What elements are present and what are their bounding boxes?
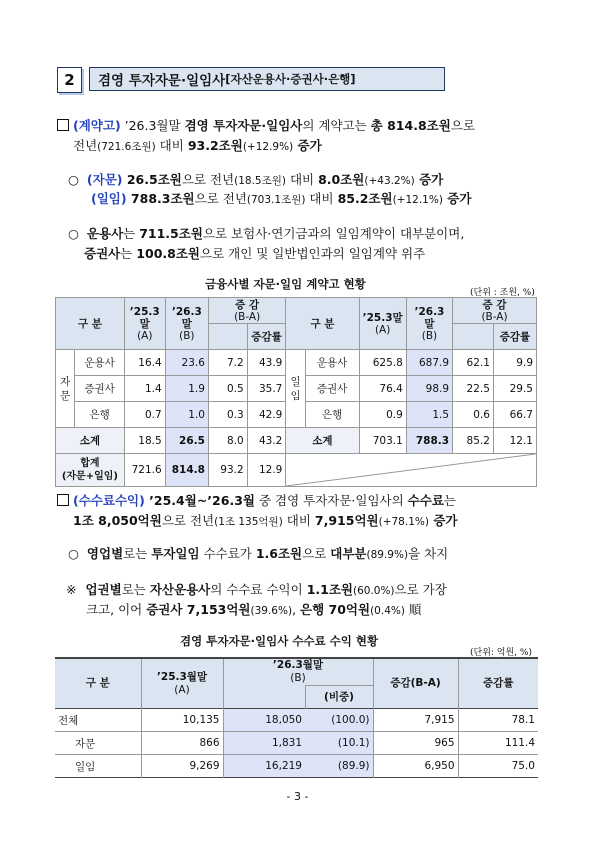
fee-summary-line2: 1조 8,050억원으로 전년(1조 135억원) 대비 7,915억원(+78.1%) 증가	[73, 513, 458, 528]
t1-cell: 76.4	[359, 376, 406, 402]
asset-manager-line: ○ 운용사는 711.5조원으로 보험사·연기금과의 일임계약이 대부분이며,	[68, 226, 465, 241]
t1-header-y25-right: ’25.3말 (A)	[359, 298, 406, 350]
table-row	[55, 709, 538, 732]
t1-cell: 12.9	[247, 454, 286, 487]
t1-cell: 증권사	[305, 376, 359, 402]
t1-header-y26: ’26.3말 (B)	[165, 298, 208, 350]
t2-header-change: 증감(B-A)	[373, 658, 458, 709]
t2-cell: 10,135	[141, 709, 223, 732]
t2-header-y26: ’26.3월말 (B)	[223, 658, 373, 686]
t2-header-rate: 증감률	[458, 658, 538, 709]
t1-cell: 687.9	[406, 350, 452, 376]
table1-caption: 금융사별 자문·일임 계약고 현황	[205, 277, 366, 291]
t2-cell: 1,831	[223, 732, 305, 755]
t1-cell: 66.7	[493, 402, 536, 428]
t1-cell: 18.5	[124, 428, 165, 454]
t1-cell: 0.6	[453, 402, 494, 428]
t1-cell: 23.6	[165, 350, 208, 376]
table-row	[55, 732, 538, 755]
t1-cell: 703.1	[359, 428, 406, 454]
t2-cell: (89.9)	[305, 755, 373, 778]
page-number: - 3 -	[286, 790, 309, 803]
fee-summary-line1: (수수료수익) ’25.4월~’26.3월 중 겸영 투자자문·일임사의 수수료는	[57, 492, 456, 510]
advisory-line: ○ (자문) 26.5조원으로 전년(18.5조원) 대비 8.0조원(+43.2%) 증가	[68, 172, 444, 187]
t2-header-share: (비중)	[305, 686, 373, 709]
securities-line: 증권사는 100.8조원으로 개인 및 일반법인과의 일임계약 위주	[84, 246, 426, 261]
t1-cell: 43.2	[247, 428, 286, 454]
t1-cell: 0.9	[359, 402, 406, 428]
table2-caption: 겸영 투자자문·일임사 수수료 수익 현황	[180, 634, 379, 648]
square-bullet-icon	[57, 119, 69, 131]
fee-table	[55, 657, 538, 778]
t1-header-rate: 증감률	[247, 324, 286, 350]
t1-cell: 1.0	[165, 402, 208, 428]
t1-cell: 소계	[56, 428, 125, 454]
t1-cell: 7.2	[208, 350, 247, 376]
t1-cell: 85.2	[453, 428, 494, 454]
section-number: 2	[57, 67, 82, 93]
section-title: 겸영 투자자문·일임사 [자산운용사·증권사·은행]	[89, 67, 445, 91]
t2-header-y25: ’25.3월말 (A)	[141, 658, 223, 709]
t2-cell: 9,269	[141, 755, 223, 778]
fee-sector-line1: ※ 업권별로는 자산운용사의 수수료 수익이 1.1조원(60.0%)으로 가장	[66, 582, 447, 597]
t1-cell: 43.9	[247, 350, 286, 376]
t2-cell: 78.1	[511, 714, 535, 726]
table-row-subtotal	[56, 428, 537, 454]
table-row	[56, 350, 537, 376]
t2-header-category: 구 분	[55, 658, 141, 709]
t2-cell: 866	[141, 732, 223, 755]
t1-cell: 1.4	[124, 376, 165, 402]
t2-cell: 전체	[55, 709, 141, 732]
t1-cell: 62.1	[453, 350, 494, 376]
t1-cell: 증권사	[75, 376, 124, 402]
t1-cell: 1.5	[406, 402, 452, 428]
t1-cell: 0.7	[124, 402, 165, 428]
t1-cell: 29.5	[493, 376, 536, 402]
t2-cell: 111.4	[504, 737, 535, 749]
t1-header-y25: ’25.3말 (A)	[124, 298, 165, 350]
t2-cell: (10.1)	[305, 732, 373, 755]
t1-cell: 26.5	[165, 428, 208, 454]
t1-header-category: 구 분	[56, 298, 125, 350]
t1-header-change: 증 감 (B-A)	[208, 298, 285, 324]
t2-cell: 18,050	[223, 709, 305, 732]
t1-cell: 은행	[75, 402, 124, 428]
t1-cell: 721.6	[124, 454, 165, 487]
t1-advisory-label: 자 문	[56, 350, 75, 428]
t1-header-change-right: 증 감 (B-A)	[453, 298, 537, 324]
t2-cell: 965	[373, 732, 458, 755]
discretionary-line: (일임) 788.3조원으로 전년(703.1조원) 대비 85.2조원(+12.1%) 증가	[91, 191, 472, 206]
t2-cell: 75.0	[511, 760, 535, 772]
t1-cell: 9.9	[493, 350, 536, 376]
t1-cell: 42.9	[247, 402, 286, 428]
contract-summary-line1: (계약고) ’26.3월말 겸영 투자자문·일임사의 계약고는 총 814.8조원으로	[57, 117, 475, 135]
table1-unit: (단위 : 조원, %)	[470, 288, 535, 298]
t1-header-category-right: 구 분	[286, 298, 359, 350]
t1-cell: 1.9	[165, 376, 208, 402]
t1-empty-diagonal	[286, 454, 537, 487]
t1-cell: 운용사	[305, 350, 359, 376]
t1-cell: 8.0	[208, 428, 247, 454]
t2-cell: 일임	[55, 755, 141, 778]
t1-cell: 은행	[305, 402, 359, 428]
t1-cell: 93.2	[208, 454, 247, 487]
t1-cell: 814.8	[165, 454, 208, 487]
t2-cell: 6,950	[373, 755, 458, 778]
t1-header-rate-right: 증감률	[493, 324, 536, 350]
t1-cell: 35.7	[247, 376, 286, 402]
contract-summary-line2: 전년(721.6조원) 대비 93.2조원(+12.9%) 증가	[73, 138, 322, 153]
fee-sector-line2: 크고, 이어 증권사 7,153억원(39.6%), 은행 70억원(0.4%) 順	[86, 602, 422, 617]
contract-table	[55, 297, 537, 487]
t1-cell: 22.5	[453, 376, 494, 402]
t2-cell: 16,219	[223, 755, 305, 778]
t2-cell: 자문	[55, 732, 141, 755]
t2-cell: 7,915	[373, 709, 458, 732]
t1-cell: 98.9	[406, 376, 452, 402]
t1-discretionary-label: 일 임	[286, 350, 305, 428]
table-row	[55, 755, 538, 778]
t1-cell: 0.5	[208, 376, 247, 402]
t1-cell: 12.1	[493, 428, 536, 454]
fee-business-line: ○ 영업별로는 투자일임 수수료가 1.6조원으로 대부분(89.9%)을 차지	[68, 546, 449, 561]
t1-total-label: 합계 (자문+일임)	[56, 454, 125, 487]
t1-cell: 소계	[286, 428, 359, 454]
t1-header-y26-right: ’26.3말 (B)	[406, 298, 452, 350]
table-row-total	[56, 454, 537, 487]
t1-cell: 운용사	[75, 350, 124, 376]
t1-cell: 625.8	[359, 350, 406, 376]
t1-cell: 16.4	[124, 350, 165, 376]
t1-cell: 788.3	[406, 428, 452, 454]
t1-cell: 0.3	[208, 402, 247, 428]
t2-cell: (100.0)	[305, 709, 373, 732]
square-bullet-icon	[57, 494, 69, 506]
table2-unit: (단위: 억원, %)	[470, 648, 532, 658]
